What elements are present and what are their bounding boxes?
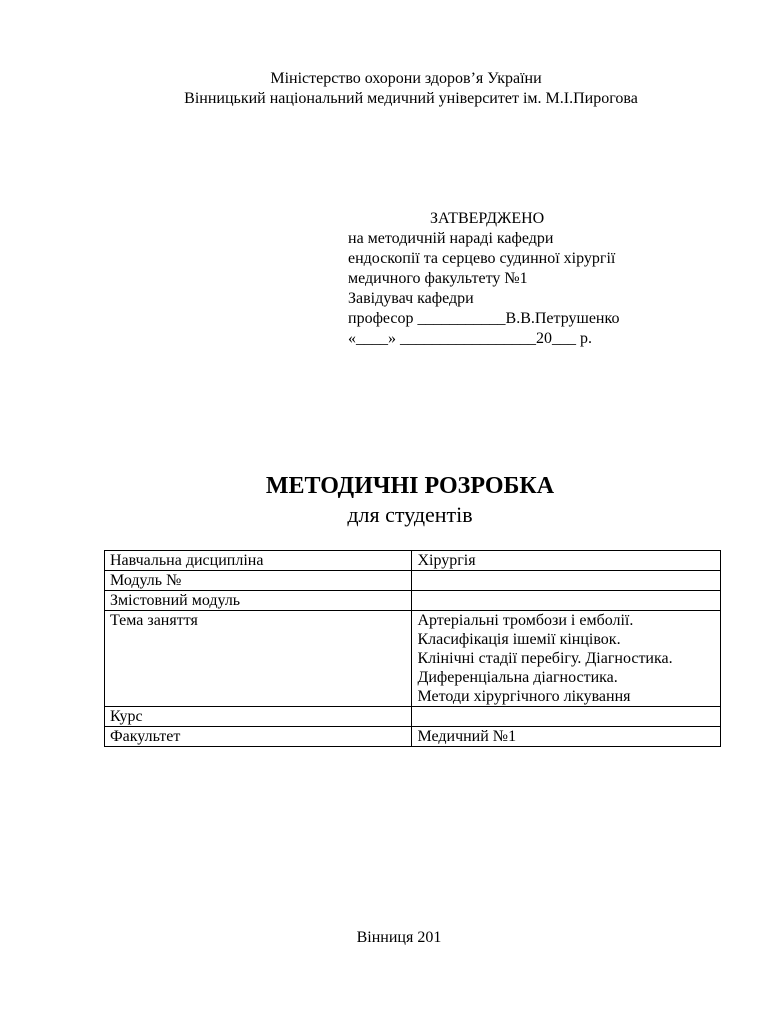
row-label-faculty: Факультет xyxy=(105,727,412,747)
row-label-discipline: Навчальна дисципліна xyxy=(105,551,412,571)
table-row xyxy=(105,571,721,591)
approval-title: ЗАТВЕРДЖЕНО xyxy=(430,210,545,227)
approval-line-meeting: на методичній нараді кафедри xyxy=(348,230,554,247)
approval-line-department: ендоскопії та серцево судинної хірургії xyxy=(348,250,616,267)
topic-line: Класифікація ішемії кінцівок. xyxy=(417,631,621,648)
row-value-module xyxy=(412,571,721,591)
document-title: МЕТОДИЧНІ РОЗРОБКА xyxy=(265,473,555,499)
row-value-faculty: Медичний №1 xyxy=(412,727,721,747)
topic-line: Методи хірургічного лікування xyxy=(417,688,631,705)
row-label-course: Курс xyxy=(105,707,412,727)
city-year: Вінниця 201 xyxy=(356,929,442,946)
approval-line-signature: професор ___________В.В.Петрушенко xyxy=(348,310,620,327)
document-subtitle: для студентів xyxy=(347,502,473,527)
table-row xyxy=(105,611,721,707)
table-row xyxy=(105,727,721,747)
approval-line-head-title: Завідувач кафедри xyxy=(348,290,474,307)
table-row xyxy=(105,591,721,611)
info-table xyxy=(104,550,721,747)
topic-line: Клінічні стадії перебігу. Діагностика. xyxy=(417,650,673,667)
ministry-name: Міністерство охорони здоров’я України xyxy=(270,70,542,87)
row-value-content-module xyxy=(412,591,721,611)
row-label-content-module: Змістовний модуль xyxy=(105,591,412,611)
topic-line: Диференціальна діагностика. xyxy=(417,669,618,686)
topic-line: Артеріальні тромбози і емболії. xyxy=(417,612,634,629)
row-value-course xyxy=(412,707,721,727)
row-label-module: Модуль № xyxy=(105,571,412,591)
row-value-topic xyxy=(412,611,721,707)
table-row xyxy=(105,551,721,571)
approval-line-date: «____» _________________20___ р. xyxy=(348,330,592,347)
university-name: Вінницький національний медичний університет ім. М.І.Пирогова xyxy=(184,90,638,107)
table-row xyxy=(105,707,721,727)
approval-line-faculty: медичного факультету №1 xyxy=(348,270,528,287)
row-label-topic: Тема заняття xyxy=(105,611,412,707)
row-value-discipline: Хірургія xyxy=(412,551,721,571)
